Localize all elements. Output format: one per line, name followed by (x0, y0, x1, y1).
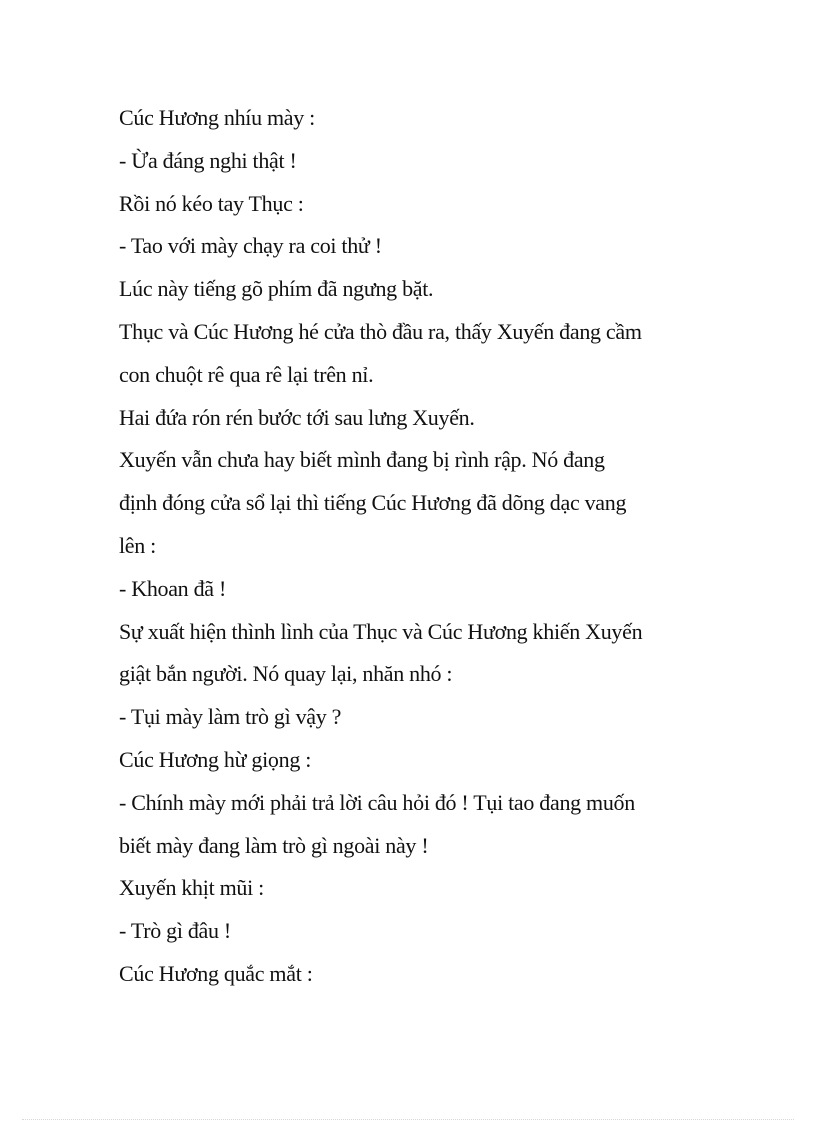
text-line: - Tụi mày làm trò gì vậy ? (119, 704, 342, 730)
text-line: Cúc Hương quắc mắt : (119, 960, 313, 986)
text-line: Xuyến khịt mũi : (119, 875, 264, 901)
text-line: Cúc Hương hừ giọng : (119, 746, 312, 772)
text-line: - Trò gì đâu ! (119, 918, 231, 944)
text-line: Sự xuất hiện thình lình của Thục và Cúc Hương khiến Xuyến (119, 618, 643, 644)
text-line: biết mày đang làm trò gì ngoài này ! (119, 832, 429, 858)
text-line: con chuột rê qua rê lại trên nỉ. (119, 361, 374, 387)
story-text (119, 97, 719, 996)
text-line: lên : (119, 532, 156, 558)
page-bottom-divider (22, 1119, 794, 1120)
text-line: Hai đứa rón rén bước tới sau lưng Xuyến. (119, 404, 475, 430)
text-line: giật bắn người. Nó quay lại, nhăn nhó : (119, 661, 453, 687)
text-line: Thục và Cúc Hương hé cửa thò đầu ra, thấy Xuyến đang cầm (119, 318, 642, 344)
text-line: - Chính mày mới phải trả lời câu hỏi đó ! Tụi tao đang muốn (119, 789, 635, 815)
text-line: - Ừa đáng nghi thật ! (119, 147, 297, 173)
text-line: - Khoan đã ! (119, 575, 226, 601)
text-line: định đóng cửa sổ lại thì tiếng Cúc Hương đã dõng dạc vang (119, 490, 627, 516)
text-line: Rồi nó kéo tay Thục : (119, 190, 304, 216)
text-line: - Tao với mày chạy ra coi thử ! (119, 233, 382, 259)
text-line: Lúc này tiếng gõ phím đã ngưng bặt. (119, 276, 434, 302)
text-line: Xuyến vẫn chưa hay biết mình đang bị rình rập. Nó đang (119, 447, 605, 473)
text-line: Cúc Hương nhíu mày : (119, 105, 315, 130)
